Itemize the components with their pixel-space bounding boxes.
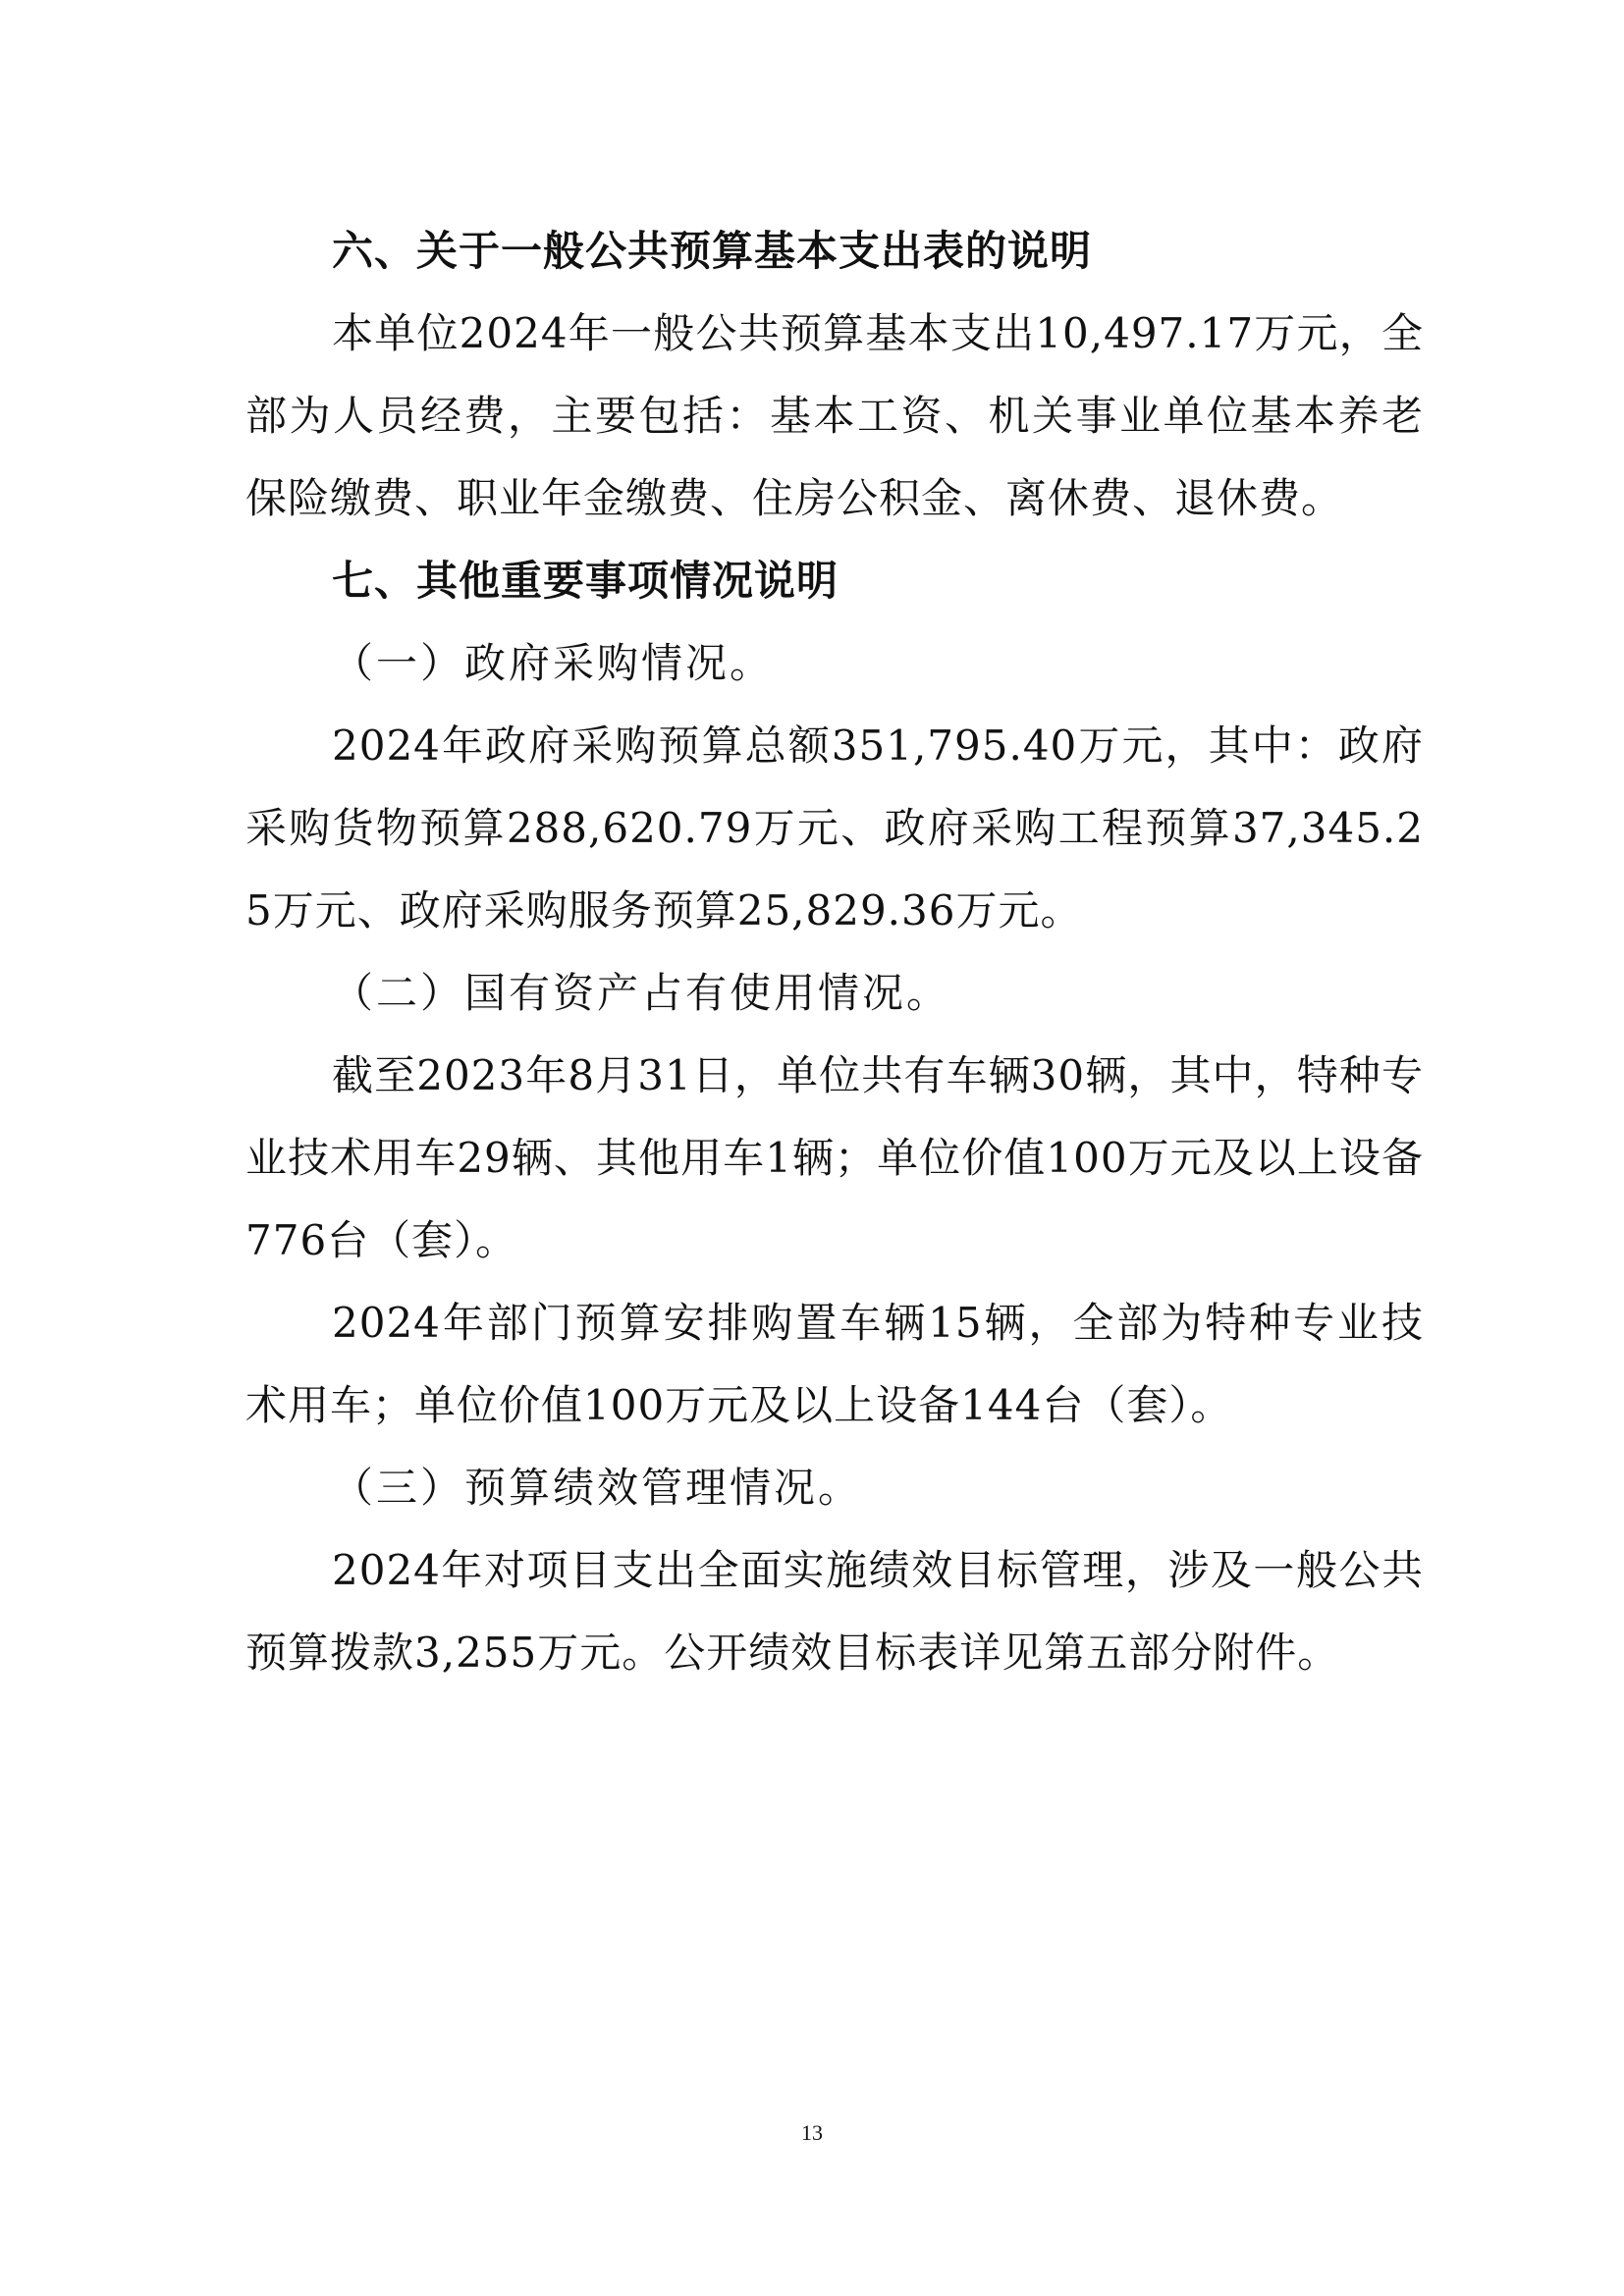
section-six-body: 本单位2024年一般公共预算基本支出10,497.17万元，全部为人员经费，主要包括：基本工资、机关事业单位基本养老保险缴费、职业年金缴费、住房公积金、离休费、退休费。 xyxy=(245,309,1424,522)
procurement-body: 2024年政府采购预算总额351,795.40万元，其中：政府采购货物预算288,620.79万元、政府采购工程预算37,345.25万元、政府采购服务预算25,829.36万元。 xyxy=(245,721,1424,934)
section-seven-heading: 七、其他重要事项情况说明 xyxy=(332,557,839,605)
section-six-heading: 六、关于一般公共预算基本支出表的说明 xyxy=(332,227,1093,275)
performance-subheading: （三）预算绩效管理情况。 xyxy=(332,1464,863,1512)
assets-body-purchase-plan: 2024年部门预算安排购置车辆15辆，全部为特种专业技术用车；单位价值100万元及以上设备144台（套）。 xyxy=(245,1299,1424,1429)
assets-body-vehicles: 截至2023年8月31日，单位共有车辆30辆，其中，特种专业技术用车29辆、其他用车1辆；单位价值100万元及以上设备776台（套）。 xyxy=(245,1051,1424,1264)
assets-subheading: （二）国有资产占有使用情况。 xyxy=(332,969,951,1017)
document-body xyxy=(245,210,1424,1694)
procurement-subheading: （一）政府采购情况。 xyxy=(332,639,775,687)
page-number: 13 xyxy=(801,2120,823,2145)
performance-body: 2024年对项目支出全面实施绩效目标管理，涉及一般公共预算拨款3,255万元。公开绩效目标表详见第五部分附件。 xyxy=(245,1546,1424,1677)
